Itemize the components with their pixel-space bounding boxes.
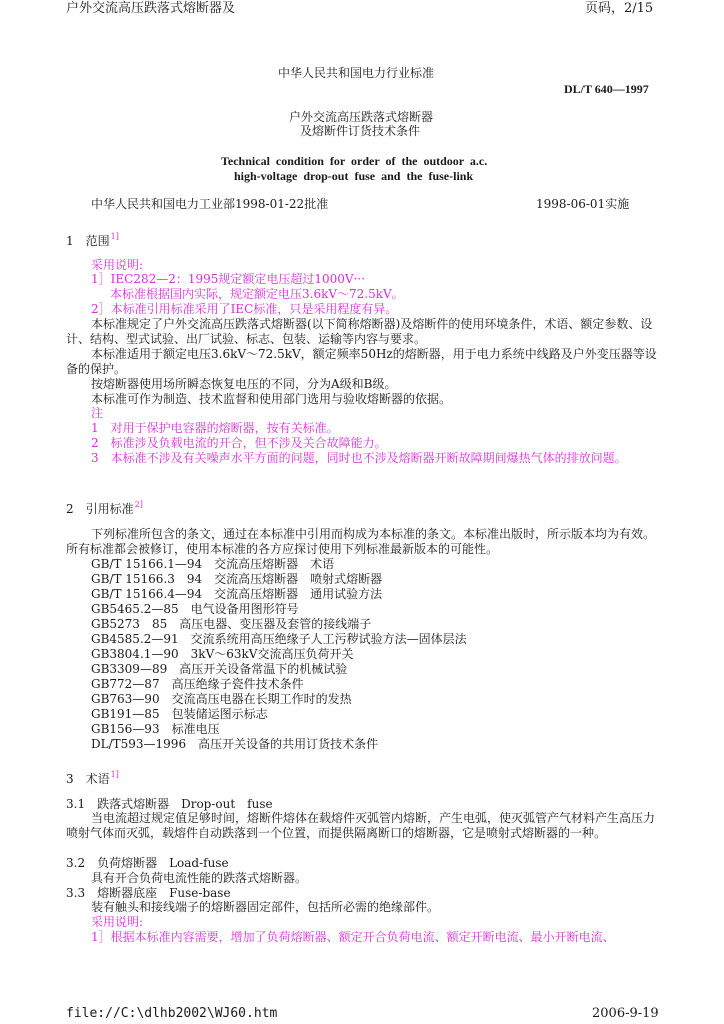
section-3-heading: [66, 767, 119, 787]
header-title: 户外交流高压跌落式熔断器及: [66, 1, 236, 16]
notes-heading: 注: [91, 406, 104, 420]
references-intro: 下列标准所包含的条文，通过在本标准中引用而构成为本标准的条文。本标准出版时，所示版本均为有效。所有标准都会被修订，使用本标准的各方应探讨使用下列标准最新版本的可能性。: [66, 527, 656, 556]
section-3-adoption-note-title: 采用说明:: [91, 915, 144, 929]
footer-date: 2006-9-19: [592, 1006, 659, 1021]
reference-item: GB763—90 交流高压电器在长期工作时的发热: [91, 692, 352, 706]
section-1-heading: [66, 229, 119, 249]
references-list: [91, 557, 467, 752]
adoption-note-1: 1］IEC282—2：1995规定额定电压超过1000V···: [91, 272, 366, 286]
section-3-adoption-note-1: 1］根据本标准内容需要，增加了负荷熔断器、额定开合负荷电流、额定开断电流、最小开断电流、: [91, 930, 615, 944]
scope-paragraph-2: 本标准适用于额定电压3.6kV～72.5kV，额定频率50Hz的熔断器，用于电力系统中线路及户外变压器等设备的保护。: [66, 347, 657, 376]
effective-date: 1998-06-01实施: [536, 197, 630, 211]
reference-item: GB/T 15166.3 94 交流高压熔断器 喷射式熔断器: [91, 572, 383, 586]
title-en-line2: high-voltage drop-out fuse and the fuse-link: [234, 169, 474, 183]
note-3: 3 本标准不涉及有关噪声水平方面的问题，同时也不涉及熔断器开断故障期间爆热气体的排放问题。: [91, 451, 627, 465]
section-2-footnote-ref[interactable]: 2]: [134, 500, 143, 509]
note-2: 2 标准涉及负载电流的开合，但不涉及关合故障能力。: [91, 436, 387, 450]
reference-item: GB3804.1—90 3kV～63kV交流高压负荷开关: [91, 647, 354, 661]
section-2-title: 2 引用标准: [66, 502, 134, 516]
adoption-note-2: 2］本标准引用标准采用了IEC标准，只是采用程度有异。: [91, 302, 398, 316]
term-3-1: 3.1 跌落式熔断器 Drop-out fuse: [66, 797, 273, 811]
standard-code: DL/T 640—1997: [564, 82, 649, 96]
reference-item: GB3309—89 高压开关设备常温下的机械试验: [91, 662, 348, 676]
reference-item: GB4585.2—91 交流系统用高压绝缘子人工污秽试验方法—固体层法: [91, 632, 467, 646]
page-number: 页码，2/15: [585, 1, 654, 16]
section-3-footnote-ref[interactable]: 1]: [110, 770, 119, 779]
approval-line: 中华人民共和国电力工业部1998-01-22批准: [91, 197, 329, 211]
term-3-3-definition: 装有触头和接线端子的熔断器固定部件，包括所必需的绝缘部件。: [91, 900, 440, 914]
footer-file-path: file://C:\dlhb2002\WJ60.htm: [66, 1006, 278, 1021]
section-1-title: 1 范围: [66, 234, 110, 248]
scope-paragraph-4: 本标准可作为制造、技术监督和使用部门选用与验收熔断器的依据。: [91, 392, 452, 406]
reference-item: GB191—85 包装储运图示标志: [91, 707, 268, 721]
section-3-title: 3 术语: [66, 772, 110, 786]
title-en-line1: Technical condition for order of the outdoor a.c.: [221, 154, 488, 168]
term-3-1-definition: 当电流超过规定值足够时间，熔断件熔体在载熔件灭弧管内熔断，产生电弧，使灭弧管产气材料产生高压力喷射气体而灭弧，载熔件自动跌落到一个位置，而提供隔离断口的熔断器，它是喷射式熔断器的一种。: [66, 811, 656, 840]
term-3-2: 3.2 负荷熔断器 Load-fuse: [66, 856, 229, 870]
adoption-note-1b: 本标准根据国内实际，规定额定电压3.6kV～72.5kV。: [110, 287, 404, 301]
reference-item: GB/T 15166.4—94 交流高压熔断器 通用试验方法: [91, 587, 383, 601]
reference-item: DL/T593—1996 高压开关设备的共用订货技术条件: [91, 737, 379, 751]
title-cn-line2: 及熔断件订货技术条件: [300, 124, 421, 138]
term-3-3: 3.3 熔断器底座 Fuse-base: [66, 886, 231, 900]
section-1-footnote-ref[interactable]: 1]: [110, 232, 119, 241]
scope-paragraph-1: 本标准规定了户外交流高压跌落式熔断器(以下简称熔断器)及熔断件的使用环境条件，术语、额定参数、设计、结构、型式试验、出厂试验、标志、包装、运输等内容与要求。: [66, 317, 653, 346]
reference-item: GB/T 15166.1—94 交流高压熔断器 术语: [91, 557, 335, 571]
reference-item: GB5273 85 高压电器、变压器及套管的接线端子: [91, 617, 372, 631]
reference-item: GB772—87 高压绝缘子瓷件技术条件: [91, 677, 304, 691]
reference-item: GB156—93 标准电压: [91, 722, 220, 736]
section-2-heading: [66, 497, 143, 517]
adoption-note-title: 采用说明:: [91, 258, 144, 272]
standard-org: 中华人民共和国电力行业标准: [278, 66, 435, 80]
reference-item: GB5465.2—85 电气设备用图形符号: [91, 602, 299, 616]
title-cn-line1: 户外交流高压跌落式熔断器: [289, 110, 434, 124]
scope-paragraph-3: 按熔断器使用场所瞬态恢复电压的不同，分为A级和B级。: [91, 377, 397, 391]
term-3-2-definition: 具有开合负荷电流性能的跌落式熔断器。: [91, 871, 308, 885]
note-1: 1 对用于保护电容器的熔断器，按有关标准。: [91, 421, 339, 435]
